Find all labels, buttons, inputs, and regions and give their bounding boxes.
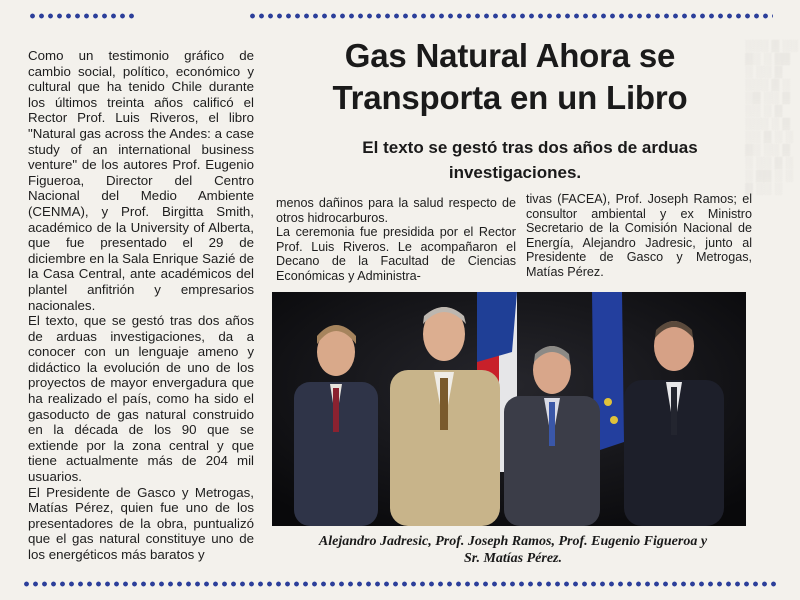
subheadline-line-2: investigaciones. xyxy=(448,163,582,182)
photo-caption xyxy=(268,533,758,567)
headline-line-1: Gas Natural Ahora se xyxy=(344,37,676,74)
paragraph: menos dañinos para la salud respecto de otros hidrocarburos. xyxy=(276,196,516,225)
dotted-rule-top-right xyxy=(248,12,773,20)
article-column-left xyxy=(28,48,254,563)
paragraph: La ceremonia fue presidida por el Rector Prof. Luis Riveros. Le acompañaron el Decano de la Facultad de Ciencias Económicas y Administra- xyxy=(276,225,516,283)
paragraph: Como un testimonio gráfico de cambio social, político, económico y cultural que ha tenido Chile durante los últimos treinta años calificó el Rector Prof. Luis Riveros, el libro "Natural gas across the Andes: a case study of an international business venture" de los autores Prof. Eugenio Figueroa, Director del Centro Nacional del Medio Ambiente (CENMA), y Prof. Birgitta Smith, académico de la University of Alberta, que fue presentado el 29 de diciembre en la Sala Enrique Sazié de la Casa Central, ante académicos del plantel anfitrión y empresarios nacionales. xyxy=(28,48,254,313)
headline-line-2: Transporta en un Libro xyxy=(332,79,688,116)
paragraph: El Presidente de Gasco y Metrogas, Matías Pérez, quien fue uno de los presentadores de la obra, puntualizó que el gas natural constituye uno de los energéticos más baratos y xyxy=(28,484,254,562)
bleed-through-texture: ░░░ ▒ ░░ ▒░ ░ ▒▒ ░ ░░ ▒ ░░░ ▒ ░ ░▒ ░░ ▒ ░░ ░ ▒ ░░░ ░ ▒ ░░ ▒ ░ ░ ▒░ ░░ ▒ ░ ░░ ▒ ░ ░ ▒▒ ░ ░ ▒ ░░ ░ xyxy=(745,40,798,195)
group-photo xyxy=(272,292,746,526)
paragraph: El texto, que se gestó tras dos años de arduas investigaciones, da a conocer con un lenguaje ameno y didáctico la evolución de uno de los proyectos de mayor envergadura que ha realizado el país, como ha sido el gasoducto de gas natural construido en la década de los 90 que se extiende por la zona central y que tiene actualmente más de 204 mil usuarios. xyxy=(28,313,254,485)
caption-line-1: Alejandro Jadresic, Prof. Joseph Ramos, Prof. Eugenio Figueroa y xyxy=(318,534,708,549)
caption-line-2: Sr. Matías Pérez. xyxy=(463,551,562,566)
paragraph: tivas (FACEA), Prof. Joseph Ramos; el consultor ambiental y ex Ministro Secretario de la Comisión Nacional de Energía, Alejandro Jadresic, junto al Presidente de Gasco y Metrogas, Matías Pérez. xyxy=(526,192,752,279)
article-column-middle xyxy=(276,196,516,284)
dotted-rule-bottom xyxy=(22,580,778,588)
subheadline-line-1: El texto se gestó tras dos años de arduas xyxy=(362,138,698,157)
article-column-right xyxy=(526,192,752,280)
dotted-rule-top-left xyxy=(28,12,136,20)
group-photo-icon xyxy=(272,292,746,526)
